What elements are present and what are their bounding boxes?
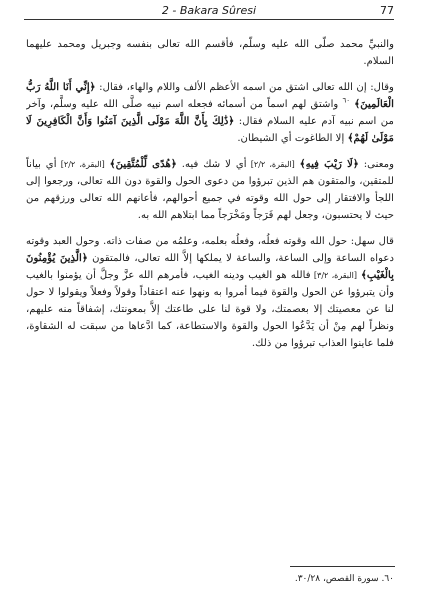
text-segment: ومعنى:	[358, 159, 394, 170]
footnote: ٦٠. سورة القصص، ٣٠/٢٨.	[294, 574, 394, 584]
text-segment: واشتق لهم اسماً من أسمائه فجعله اسم نبيه صلَّى الله عليه وسلَّم، وآخر من اسم نبيه آدم عليه السلام فقال:	[26, 99, 394, 127]
page-number: 77	[380, 4, 394, 17]
verse-reference: [البقرة، ٢/٢]	[246, 160, 295, 169]
quran-verse: ﴿الَّذِينَ يُؤْمِنُونَ بِالْغَيْبِ﴾	[26, 252, 394, 281]
main-text	[26, 36, 394, 558]
text-segment: وقال: إن الله تعالى اشتق من اسمه الأعظم الألف واللام والهاء، فقال:	[95, 82, 394, 93]
text-segment: إلا الطاغوت أي الشيطان.	[237, 133, 345, 144]
quran-verse: ﴿لَا رَيْبَ فِيهِ﴾	[299, 158, 359, 170]
paragraph-4	[26, 233, 394, 352]
text-segment: أي بياناً للمتقين، والمتقون هم الذين تبرؤوا من دعوى الحول والقوة دون الله تعالى، ورجعوا إلى اللجأ والافتقار إلى حول الله وقوته في جميع أحوالهم، فأعانهم الله تعالى ورزقهم من حيث لا يحتسبون، وجعل لهم فَرَجاً ومَخْرَجاً مما ابتلاهم الله به.	[26, 159, 394, 221]
page-header	[24, 3, 394, 20]
footnote-divider	[290, 566, 395, 567]
running-title: 2 - Bakara Sûresi	[161, 4, 257, 17]
paragraph-1: والنبيِّ محمد صلَّى الله عليه وسلَّم، فأقسم الله تعالى بنفسه وجبريل ومحمد عليهما السلام.	[26, 39, 394, 67]
quran-verse: ﴿ذَٰلِكَ بِأَنَّ اللَّهَ مَوْلَى الَّذِينَ آمَنُوا وَأَنَّ الْكَافِرِينَ لَا مَوْلَىٰ لَهُمْ﴾	[26, 115, 394, 144]
paragraph-3	[26, 156, 394, 224]
quran-verse: ﴿هُدًى لِّلْمُتَّقِينَ﴾	[109, 158, 177, 170]
paragraph-2	[26, 79, 394, 147]
text-segment: قال سهل: حول الله وقوته فعلُه، وفعلُه بعلمه، وعلمُه من صفات ذاته. وحول العبد وقوته دعواه الساعة وإلى الساعة، والساعة لا يملكها إلاَّ الله تعالى، فالمتقون	[26, 236, 394, 264]
text-segment: أي لا شك فيه.	[176, 159, 247, 170]
verse-reference: [البقرة، ٢/٢]	[56, 160, 105, 169]
text-segment: فالله هو الغيب ودينه الغيب، فأمرهم الله عزَّ وجلَّ أن يؤمنوا بالغيب وأن يتبرؤوا عن الحول والقوة فيما أمروا به ونهوا عنه اعتقاداً وقولاً وفعلاً ويقولوا لا حول لنا عن معصيتك إلا بعصمتك، ولا قوة لنا على طاعتك إلاَّ بمعونتك، إشفاقاً منه عليهم، ونظراً لهم مِنْ أن يَدَّعُوا الحول والقوة والاستطاعة، كما ادَّعاها من سبقت له الشقاوة، فلما عاينوا العذاب تبرؤوا من ذلك.	[26, 270, 394, 349]
footnote-marker: ٦٠	[342, 96, 351, 105]
verse-reference: [البقرة، ٣/٢]	[310, 271, 357, 280]
quran-verse: ﴿إِنِّي أَنَا اللَّهُ رَبُّ الْعَالَمِينَ﴾	[26, 81, 394, 110]
